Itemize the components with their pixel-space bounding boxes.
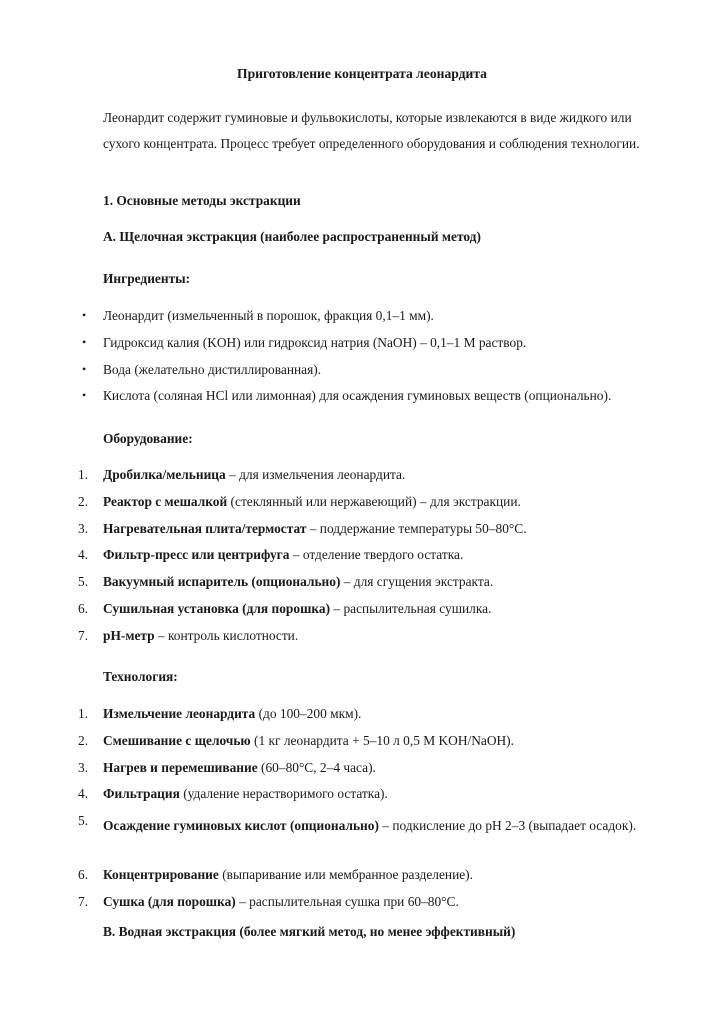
list-item: 5. Вакуумный испаритель (опционально) – для сгущения экстракта. [78,574,494,590]
document-title: Приготовление концентрата леонардита [237,66,487,81]
list-item: 1. Измельчение леонардита (до 100–200 мкм). [78,706,362,721]
list-item: • Кислота (соляная HCl или лимонная) для осаждения гуминовых веществ (опционально). [82,388,612,404]
ingredients-list [0,308,724,415]
equipment-list [0,467,724,655]
list-item: 3. Нагрев и перемешивание (60–80°C, 2–4 часа). [78,759,376,775]
bullet-icon: • [82,334,87,349]
list-item: • Вода (желательно дистиллированная). [82,361,322,377]
list-item: 2. Реактор с мешалкой (стеклянный или нержавеющий) – для экстракции. [78,493,521,509]
technology-list [0,706,724,920]
list-item: • Гидроксид калия (KOH) или гидроксид натрия (NaOH) – 0,1–1 М раствор. [82,334,527,350]
list-item: 4. Фильтрация (удаление нерастворимого остатка). [78,786,388,802]
ingredients-heading: Ингредиенты: [103,271,191,286]
list-item: • Леонардит (измельченный в порошок, фракция 0,1–1 мм). [82,308,434,323]
bullet-icon: • [82,361,87,376]
section-b-heading: В. Водная экстракция (более мягкий метод, но менее эффективный) [103,924,516,939]
list-item: 3. Нагревательная плита/термостат – поддержание температуры 50–80°C. [78,520,527,536]
equipment-heading: Оборудование: [103,431,193,446]
list-item: 6. Сушильная установка (для порошка) – распылительная сушилка. [78,600,492,616]
section-a-heading: А. Щелочная экстракция (наиболее распространенный метод) [103,229,481,244]
technology-heading: Технология: [103,669,178,684]
intro-paragraph: Леонардит содержит гуминовые и фульвокислоты, которые извлекаются в виде жидкого или сухого концентрата. Процесс требует определенного оборудования и соблюдения технологии. [103,110,640,151]
list-item: 4. Фильтр-пресс или центрифуга – отделение твердого остатка. [78,547,464,563]
bullet-icon: • [82,388,87,403]
list-item: 2. Смешивание с щелочью (1 кг леонардита + 5–10 л 0,5 М KOH/NaOH). [78,732,514,748]
section-1-heading: 1. Основные методы экстракции [103,193,301,208]
list-item: 1. Дробилка/мельница – для измельчения леонардита. [78,467,406,482]
list-item: 6. Концентрирование (выпаривание или мембранное разделение). [78,866,473,882]
list-item: 7. Сушка (для порошка) – распылительная сушка при 60–80°C. [78,893,459,909]
list-item: 5. Осаждение гуминовых кислот (опционально) – подкисление до pH 2–3 (выпадает осадок). [78,813,637,834]
list-item: 7. pH-метр – контроль кислотности. [78,627,299,643]
bullet-icon: • [82,308,87,322]
